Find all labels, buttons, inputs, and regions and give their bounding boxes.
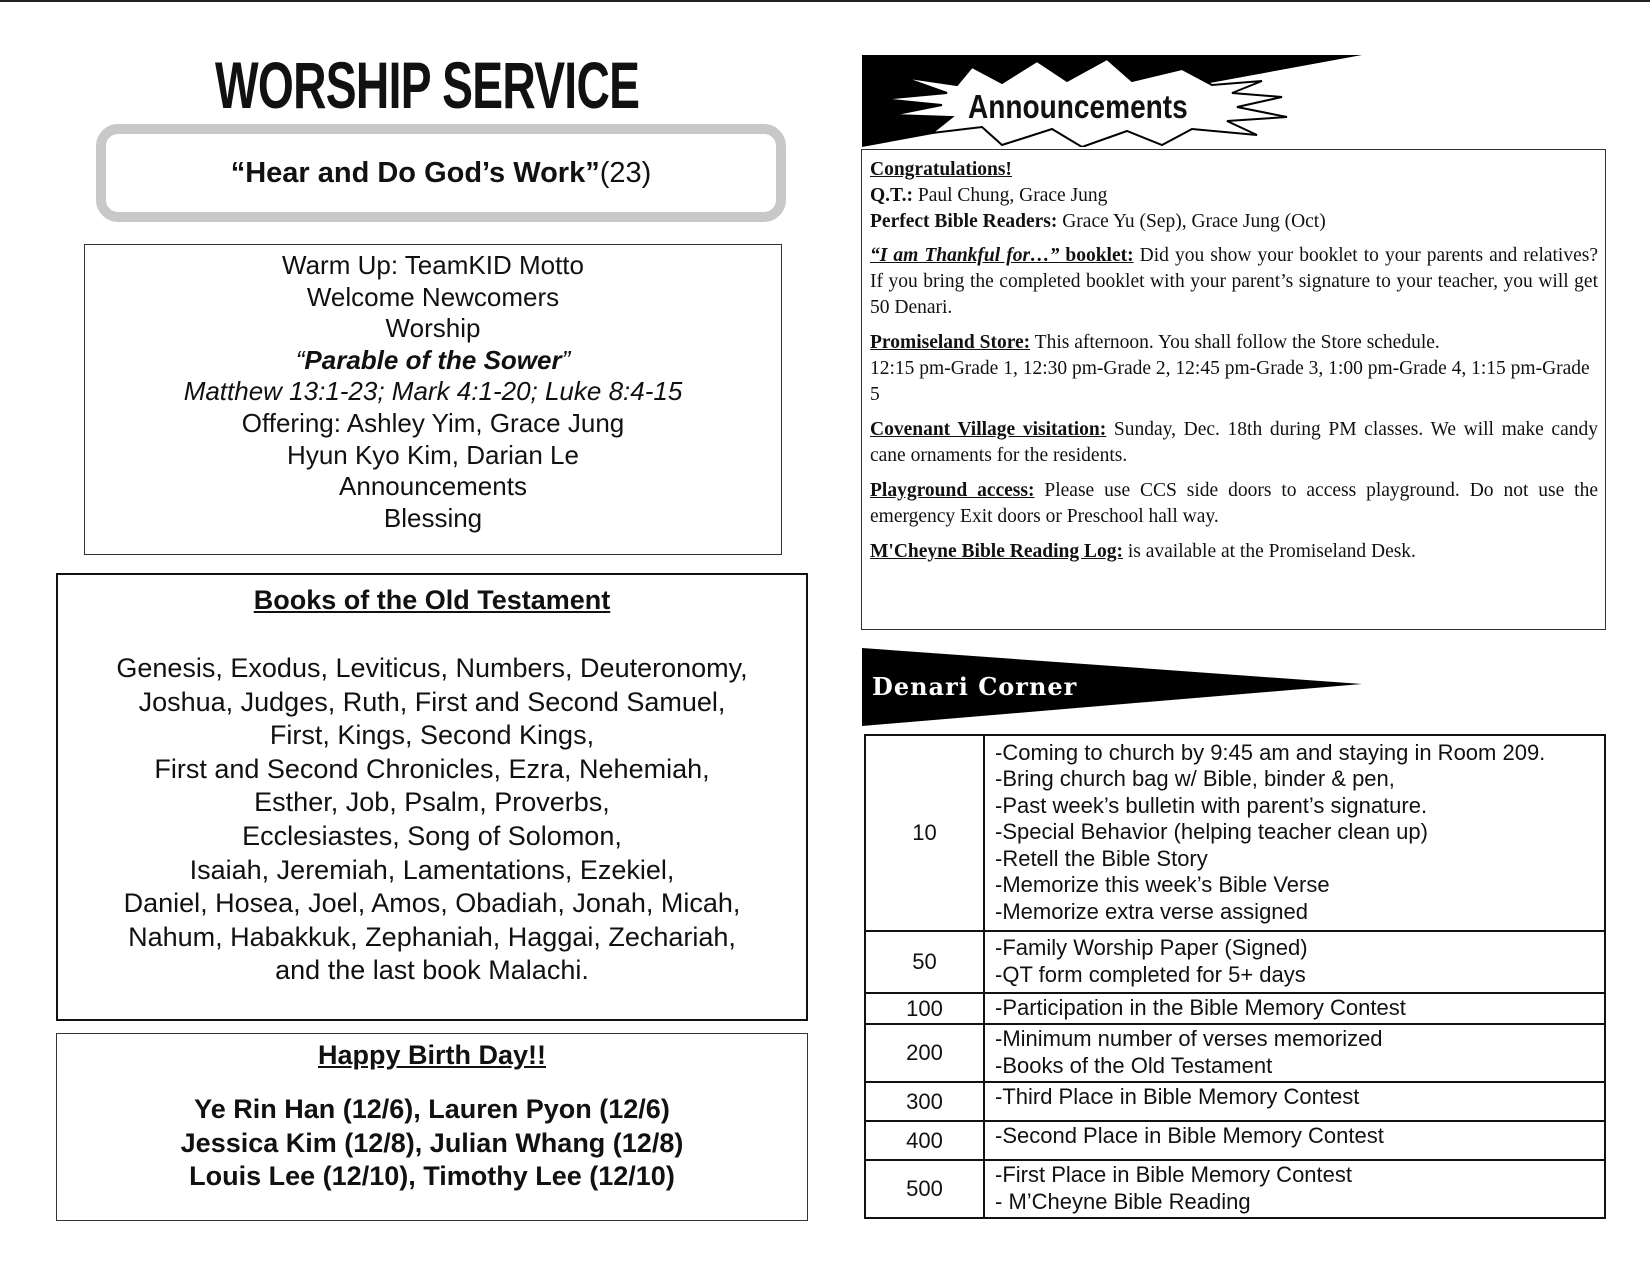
- denari-item: - M’Cheyne Bible Reading: [995, 1188, 1251, 1214]
- items-cell: [984, 993, 1605, 1024]
- items-cell: [984, 1160, 1605, 1218]
- denari-item: -Bring church bag w/ Bible, binder & pen,: [995, 766, 1395, 792]
- order-item: Blessing: [383, 502, 483, 533]
- items-cell: [984, 931, 1605, 993]
- denari-item: -Participation in the Bible Memory Contest: [995, 995, 1406, 1020]
- table-row: [865, 735, 1605, 931]
- store-heading: Promiseland Store:: [870, 332, 1031, 353]
- playground-body: Please use CCS side doors to access playground. Do not use the emergency Exit doors or Preschool hall way.: [870, 480, 1598, 527]
- qt-label: Q.T.:: [870, 185, 913, 206]
- readers-label: Perfect Bible Readers:: [870, 211, 1058, 232]
- quote-mark: “: [295, 344, 305, 375]
- books-line: Isaiah, Jeremiah, Lamentations, Ezekiel,: [189, 854, 675, 885]
- items-cell: [984, 1082, 1605, 1121]
- points-cell: 200: [865, 1024, 984, 1082]
- books-line: Ecclesiastes, Song of Solomon,: [242, 820, 622, 851]
- books-line: and the last book Malachi.: [275, 955, 589, 986]
- order-item: Worship: [385, 313, 481, 344]
- books-line: First, Kings, Second Kings,: [269, 720, 595, 751]
- thankful-body: Did you show your booklet to your parents and relatives? If you bring the completed booklet with your parent’s signature to your teacher, you will get 50 Denari.: [870, 245, 1599, 318]
- points-cell: 500: [865, 1160, 984, 1218]
- congratulations-heading: Congratulations!: [870, 159, 1012, 180]
- old-testament-books: [58, 652, 806, 988]
- birthday-title: Happy Birth Day!!: [317, 1040, 547, 1070]
- qt-names: Paul Chung, Grace Jung: [912, 185, 1108, 206]
- points-cell: 10: [865, 735, 984, 931]
- denari-item: -Second Place in Bible Memory Contest: [995, 1123, 1384, 1149]
- store-schedule: 12:15 pm-Grade 1, 12:30 pm-Grade 2, 12:45 pm-Grade 3, 1:00 pm-Grade 4, 1:15 pm-Grade 5: [870, 358, 1590, 405]
- mcheyne-heading: M'Cheyne Bible Reading Log:: [870, 541, 1123, 562]
- denari-item: -Memorize extra verse assigned: [995, 898, 1309, 924]
- playground-announcement: [870, 478, 1598, 530]
- sermon-theme-number: (23): [599, 156, 652, 189]
- table-row: [865, 993, 1605, 1024]
- announcements-heading: Announcements: [968, 88, 1188, 125]
- table-row: [865, 931, 1605, 993]
- birthday-list: [57, 1093, 807, 1194]
- mcheyne-body: is available at the Promiseland Desk.: [1122, 541, 1416, 562]
- top-rule: [0, 0, 1650, 2]
- covenant-body: Sunday, Dec. 18th during PM classes. We will make candy cane ornaments for the residents.: [870, 419, 1598, 466]
- mcheyne-announcement: [870, 539, 1598, 565]
- announcements-box: [861, 149, 1606, 630]
- items-cell: [984, 735, 1605, 931]
- denari-item: -QT form completed for 5+ days: [995, 961, 1306, 987]
- books-line: Daniel, Hosea, Joel, Amos, Obadiah, Jonah, Micah,: [123, 888, 741, 919]
- playground-heading: Playground access:: [870, 480, 1035, 501]
- birthday-line: Ye Rin Han (12/6), Lauren Pyon (12/6): [194, 1094, 670, 1124]
- points-cell: 300: [865, 1082, 984, 1121]
- order-item: Announcements: [339, 471, 527, 502]
- points-cell: 50: [865, 931, 984, 993]
- denari-item: -Books of the Old Testament: [995, 1052, 1273, 1078]
- denari-item: -Minimum number of verses memorized: [995, 1026, 1383, 1052]
- order-of-service: [84, 244, 782, 555]
- denari-item: -Memorize this week’s Bible Verse: [995, 872, 1330, 898]
- birthday-line: Louis Lee (12/10), Timothy Lee (12/10): [189, 1161, 675, 1191]
- table-row: [865, 1082, 1605, 1121]
- order-item: Offering: Ashley Yim, Grace Jung: [241, 407, 625, 438]
- store-body: This afternoon. You shall follow the Store schedule.: [1030, 332, 1440, 353]
- items-cell: [984, 1024, 1605, 1082]
- readers-names: Grace Yu (Sep), Grace Jung (Oct): [1057, 211, 1326, 232]
- denari-item: -Coming to church by 9:45 am and staying in Room 209.: [995, 740, 1546, 766]
- birthday-line: Jessica Kim (12/8), Julian Whang (12/8): [180, 1127, 684, 1158]
- books-line: First and Second Chronicles, Ezra, Nehemiah,: [154, 753, 710, 784]
- sermon-title-text: Parable of the Sower: [304, 344, 562, 375]
- sermon-theme-text: “Hear and Do God’s Work”: [230, 156, 600, 189]
- denari-table: [864, 734, 1606, 1219]
- covenant-announcement: [870, 417, 1598, 469]
- denari-item: -Special Behavior (helping teacher clean up): [995, 819, 1428, 845]
- denari-item: -Past week’s bulletin with parent’s signature.: [995, 792, 1428, 818]
- books-line: Genesis, Exodus, Leviticus, Numbers, Deuteronomy,: [116, 653, 748, 683]
- thankful-heading: “I am Thankful for…”: [870, 245, 1060, 266]
- table-row: [865, 1024, 1605, 1082]
- store-announcement: [870, 330, 1598, 408]
- denari-item: -Family Worship Paper (Signed): [995, 935, 1308, 961]
- denari-heading: Denari Corner: [872, 672, 1078, 701]
- order-item: Welcome Newcomers: [306, 281, 560, 312]
- birthday-box: [56, 1033, 808, 1221]
- quote-mark: ”: [561, 344, 571, 375]
- books-line: Joshua, Judges, Ruth, First and Second Samuel,: [138, 686, 726, 717]
- points-cell: 100: [865, 993, 984, 1024]
- old-testament-title: Books of the Old Testament: [253, 585, 611, 615]
- order-item: Hyun Kyo Kim, Darian Le: [287, 439, 579, 470]
- books-line: Esther, Job, Psalm, Proverbs,: [254, 787, 610, 818]
- sermon-title: [85, 345, 781, 377]
- thankful-announcement: [870, 243, 1598, 321]
- points-cell: 400: [865, 1121, 984, 1160]
- denari-item: -Third Place in Bible Memory Contest: [995, 1084, 1360, 1110]
- congratulations-block: [870, 157, 1598, 235]
- covenant-heading: Covenant Village visitation:: [870, 419, 1107, 440]
- page-title: WORSHIP SERVICE: [215, 48, 640, 122]
- theme-box: [96, 124, 786, 222]
- old-testament-box: [56, 573, 808, 1021]
- denari-item: -First Place in Bible Memory Contest: [995, 1162, 1352, 1188]
- scripture-reference: Matthew 13:1-23; Mark 4:1-20; Luke 8:4-15: [183, 376, 683, 407]
- items-cell: [984, 1121, 1605, 1160]
- thankful-heading-suffix: booklet:: [1059, 245, 1134, 266]
- order-item: Warm Up: TeamKID Motto: [282, 250, 584, 280]
- table-row: [865, 1160, 1605, 1218]
- sermon-theme: [231, 157, 652, 190]
- table-row: [865, 1121, 1605, 1160]
- denari-item: -Retell the Bible Story: [995, 845, 1208, 871]
- books-line: Nahum, Habakkuk, Zephaniah, Haggai, Zechariah,: [128, 921, 736, 952]
